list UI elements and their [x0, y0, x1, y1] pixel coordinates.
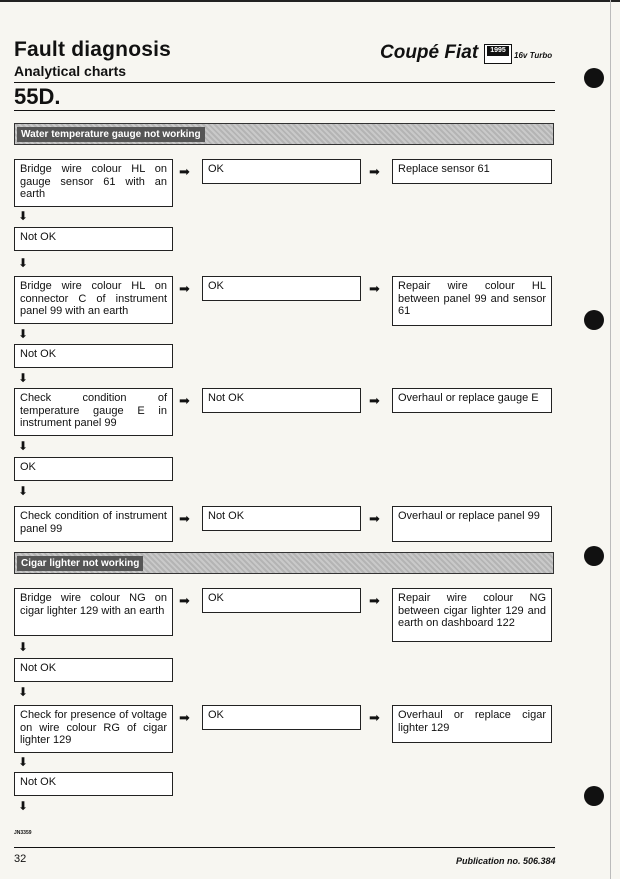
punch-hole-icon	[584, 310, 604, 330]
publication-number: Publication no. 506.384	[456, 856, 556, 866]
action-box: Repair wire colour HL between panel 99 and sensor 61	[392, 276, 552, 326]
check-box: Check condition of temperature gauge E in instrument panel 99	[14, 388, 173, 436]
arrow-right-icon: ➡	[179, 164, 190, 179]
result-box: OK	[202, 588, 361, 613]
arrow-right-icon: ➡	[179, 393, 190, 408]
page-subtitle: Analytical charts	[14, 63, 127, 79]
year-badge-icon	[484, 44, 512, 64]
connector-box: Not OK	[14, 772, 173, 796]
document-code: JN3359	[14, 830, 32, 836]
section-header-cigar-lighter	[14, 552, 554, 574]
result-box: Not OK	[202, 506, 361, 531]
header-divider	[14, 110, 555, 111]
footer-divider	[14, 847, 555, 848]
action-box: Repair wire colour NG between cigar lighter 129 and earth on dashboard 122	[392, 588, 552, 642]
result-box: OK	[202, 159, 361, 184]
brand-name: Coupé Fiat	[380, 42, 479, 63]
punch-hole-icon	[584, 786, 604, 806]
top-rule	[0, 0, 620, 2]
arrow-down-icon: ⬇	[18, 209, 29, 223]
action-box: Overhaul or replace cigar lighter 129	[392, 705, 552, 743]
arrow-right-icon: ➡	[369, 393, 380, 408]
arrow-right-icon: ➡	[369, 164, 380, 179]
connector-box: Not OK	[14, 227, 173, 251]
arrow-down-icon: ⬇	[18, 685, 29, 699]
arrow-right-icon: ➡	[369, 710, 380, 725]
check-box: Check for presence of voltage on wire colour RG of cigar lighter 129	[14, 705, 173, 753]
arrow-down-icon: ⬇	[18, 799, 29, 813]
check-box: Bridge wire colour HL on gauge sensor 61 with an earth	[14, 159, 173, 207]
result-box: OK	[202, 276, 361, 301]
section-code: 55D.	[14, 84, 61, 109]
action-box: Overhaul or replace gauge E	[392, 388, 552, 413]
header-divider	[14, 82, 555, 83]
arrow-right-icon: ➡	[179, 511, 190, 526]
connector-box: Not OK	[14, 344, 173, 368]
arrow-down-icon: ⬇	[18, 256, 29, 270]
check-box: Bridge wire colour NG on cigar lighter 129 with an earth	[14, 588, 173, 636]
arrow-right-icon: ➡	[179, 593, 190, 608]
check-box: Bridge wire colour HL on connector C of instrument panel 99 with an earth	[14, 276, 173, 324]
page-title: Fault diagnosis	[14, 38, 172, 61]
arrow-right-icon: ➡	[369, 511, 380, 526]
result-box: Not OK	[202, 388, 361, 413]
connector-box: OK	[14, 457, 173, 481]
action-box: Replace sensor 61	[392, 159, 552, 184]
section-header-water-temperature	[14, 123, 554, 145]
arrow-down-icon: ⬇	[18, 327, 29, 341]
arrow-down-icon: ⬇	[18, 371, 29, 385]
page-number: 32	[14, 853, 27, 865]
arrow-right-icon: ➡	[179, 281, 190, 296]
arrow-right-icon: ➡	[179, 710, 190, 725]
arrow-right-icon: ➡	[369, 281, 380, 296]
arrow-down-icon: ⬇	[18, 640, 29, 654]
result-box: OK	[202, 705, 361, 730]
punch-hole-icon	[584, 546, 604, 566]
section-title: Water temperature gauge not working	[17, 127, 205, 142]
connector-box: Not OK	[14, 658, 173, 682]
arrow-down-icon: ⬇	[18, 484, 29, 498]
brand-model: 16v Turbo	[514, 51, 553, 60]
page-edge	[610, 0, 611, 879]
arrow-down-icon: ⬇	[18, 755, 29, 769]
arrow-right-icon: ➡	[369, 593, 380, 608]
action-box: Overhaul or replace panel 99	[392, 506, 552, 542]
section-title: Cigar lighter not working	[17, 556, 143, 571]
badge-year: 1995	[487, 46, 509, 56]
punch-hole-icon	[584, 68, 604, 88]
arrow-down-icon: ⬇	[18, 439, 29, 453]
check-box: Check condition of instrument panel 99	[14, 506, 173, 542]
